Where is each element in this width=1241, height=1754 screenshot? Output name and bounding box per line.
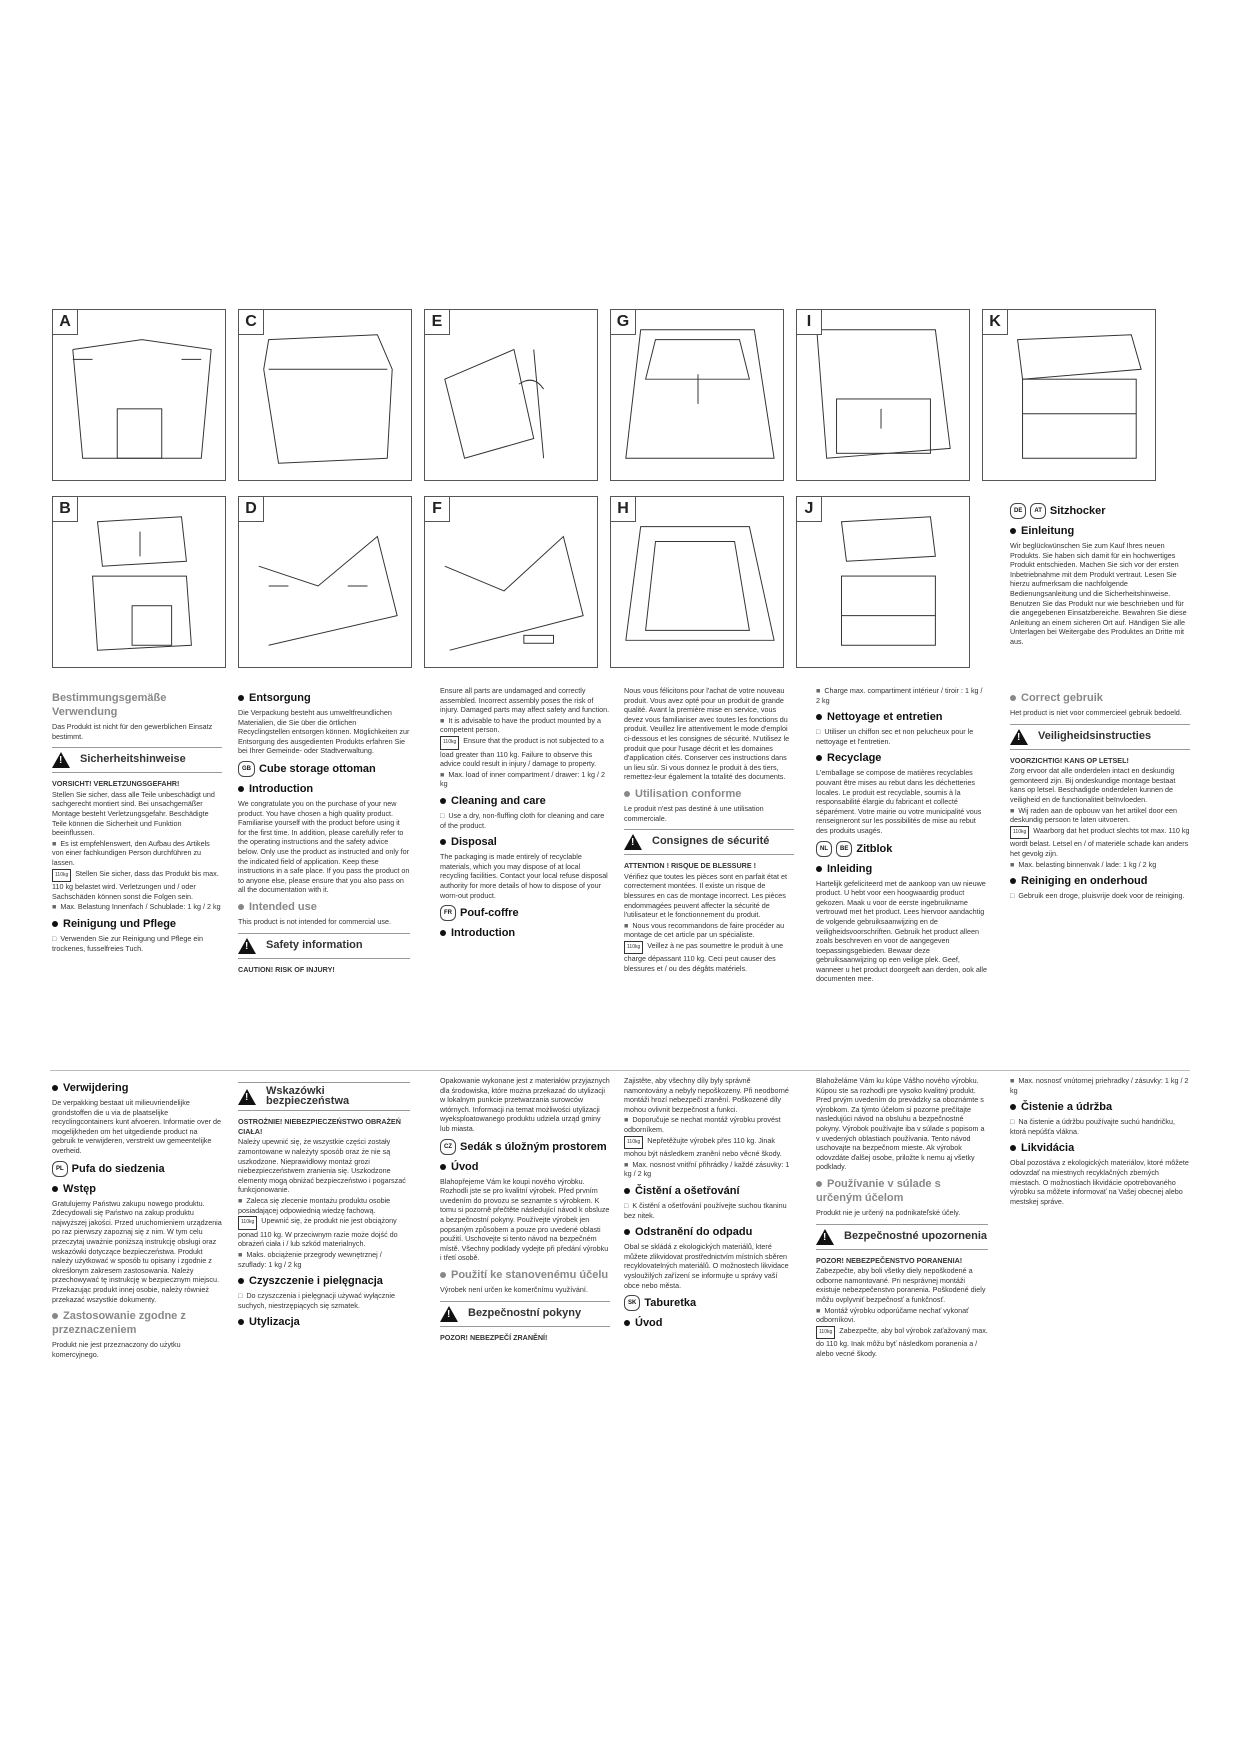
panel-label: K <box>983 310 1008 335</box>
text-column-5: ■ Charge max. compartiment intérieur / tiroir : 1 kg / 2 kg Nettoyage et entretien □ Utiliser un chiffon sec et non pelucheux pour le nettoyage et l'entretien. Recyclage L'emballage se compose de matières recyclables pouvant être mises au rebut dans les déchetteries locales. Le produit est recyclable, soumis à la responsabilité élargie du fabricant et collecté séparément. Votre mairie ou votre municipalité vous renseigneront sur les possibilités de mise au rebut des produits usagés. NL BE Zitblok Inleiding Hartelijk gefeliciteerd met de aankoop van uw nieuwe product. U hebt voor een hoogwaardig product gekozen. Maak u voor de eerste ingebruikname vertrouwd met het product. Lees hiervoor aandachtig de volgende gebruiksaanwijzing en de veiligheidsvoorschriften. Gebruik het product alleen zoals beschreven en voor de aangegeven toepassingsgebieden. Bewaar deze gebruiksaanwijzing op een veilige plek. Geef, wanneer u het product doorgeeft aan derden, ook alle documenten mee. <box>816 686 988 984</box>
figure-panel-f <box>424 496 598 668</box>
step-a-illustration <box>53 310 225 480</box>
weight-limit-icon: 110kg <box>624 1136 643 1150</box>
cz-use-heading: Použití ke stanovenému účelu <box>440 1268 610 1282</box>
weight-limit-icon: 110kg <box>52 869 71 883</box>
fr-clean-heading: Nettoyage et entretien <box>816 710 988 724</box>
text-column-7: Verwijdering De verpakking bestaat uit milieuvriendelijke grondstoffen die u via de plaatselijke recyclingcontainers kunt afvoeren. Informatie over de mogelijkheden om het uitgediende product na gebruik te verwijderen, verstrekt uw gemeentelijke overheid. PL Pufa do siedzenia Wstęp Gratulujemy Państwu zakupu nowego produktu. Zdecydowali się Państwo na zakup produktu najwyższej jakości. Przed uruchomieniem urządzenia po raz pierwszy zapoznaj się z nim. W tym celu przeczytaj uważnie poniższą instrukcję obsługi oraz wskazówki dotyczące bezpieczeństwa. Produkt należy użytkować w sposób tu opisany i zgodnie z określonym zakresem zastosowania. Należy przechowywać tę instrukcję w bezpiecznym miejscu. Przekazując produkt innej osobie, należy również przekazać wszystkie dokumenty. Zastosowanie zgodne z przeznaczeniem Produkt nie jest przeznaczony do użytku komercyjnego. <box>52 1082 222 1359</box>
figure-panel-c <box>238 309 412 481</box>
warning-icon <box>816 1229 834 1245</box>
gb-title: GB Cube storage ottoman <box>238 761 410 777</box>
panel-label: I <box>797 310 822 335</box>
panel-label: E <box>425 310 450 335</box>
nl-safety-heading: ! Veiligheidsinstructies <box>1010 724 1190 750</box>
text-column-2: Entsorgung Die Verpackung besteht aus umweltfreundlichen Materialien, die Sie über die örtlichen Recyclingstellen entsorgen können. Möglichkeiten zur Entsorgung des ausgedienten Produkts erfahren Sie bei Ihrer Gemeinde- oder Stadtverwaltung. GB Cube storage ottoman Introduction We congratulate you on the purchase of your new product. You have chosen a high quality product. Familiarise yourself with the product before using it for the first time. In addition, please carefully refer to the operating instructions and the safety advice below. Only use the product as instructed and only for the indicated field of application. Keep these instructions in a safe place. If you pass the product on to anyone else, please ensure that you also pass on all the documentation with it. Intended use This product is not intended for commercial use. ! Safety information CAUTION! RISK OF INJURY! <box>238 686 410 975</box>
pl-title: PL Pufa do siedzenia <box>52 1161 222 1177</box>
weight-limit-icon: 110kg <box>624 941 643 955</box>
fr-use-heading: Utilisation conforme <box>624 787 794 801</box>
weight-limit-icon: 110kg <box>816 1326 835 1340</box>
panel-label: B <box>53 497 78 522</box>
warning-icon <box>440 1306 458 1322</box>
cz-title: CZ Sedák s úložným prostorem <box>440 1139 610 1155</box>
gb-clean-heading: Cleaning and care <box>440 794 610 808</box>
de-caution: VORSICHT! VERLETZUNGSGEFAHR! <box>52 779 180 789</box>
step-e-illustration <box>425 310 597 480</box>
fr-intro-heading: Introduction <box>440 926 610 940</box>
step-d-illustration <box>239 497 411 667</box>
panel-label: G <box>611 310 636 335</box>
pl-intro-heading: Wstęp <box>52 1182 222 1196</box>
text-column-10: Zajistěte, aby všechny díly byly správně namontovány a nebyly nepoškozeny. Při neodborné montáži hrozí nebezpečí zranění. Poškozené díly mohou ovlivnit bezpečnost a funkci. ■ Doporučuje se nechat montáž výrobku provést odborníkem. 110kg Nepřetěžujte výrobek přes 110 kg. Jinak mohou být následkem zranění nebo věcné škody. ■ Max. nosnost vnitřní přihrádky / každé zásuvky: 1 kg / 2 kg Čistění a ošetřování □ K čistění a ošetřování používejte suchou tkaninu bez nitek. Odstranění do odpadu Obal se skládá z ekologických materiálů, které můžete zlikvidovat prostřednictvím místních sběren recyklovatelných materiálů. O možnostech likvidace vysloužilých zařízení se informujte u správy vaší obce nebo města. SK Taburetka Úvod <box>624 1076 794 1333</box>
step-c-illustration <box>239 310 411 480</box>
de-use-heading: Bestimmungsgemäße Verwendung <box>52 692 167 718</box>
pl-disposal-heading: Utylizacja <box>238 1315 410 1329</box>
text-column-12: ■ Max. nosnosť vnútornej priehradky / zásuvky: 1 kg / 2 kg Čistenie a údržba □ Na čistenie a údržbu používajte suchú handričku, ktorá nepúšťa vlákna. Likvidácia Obal pozostáva z ekologických materiálov, ktoré môžete odovzdať na miestnych recyklačných zberných miestach. O možnostiach likvidácie opotrebovaného výrobku sa môžete informovať na Vašej obecnej alebo mestskej správe. <box>1010 1076 1189 1206</box>
warning-icon <box>52 752 70 768</box>
nl-title: NL BE Zitblok <box>816 841 988 857</box>
text-column-9: Opakowanie wykonane jest z materiałów przyjaznych dla środowiska, które można przekazać do utylizacji w lokalnym punkcie przetwarzania surowców wtórnych. Informacji na temat możliwości utylizacji wyeksploatowanego produktu udziela urząd gminy lub miasta. CZ Sedák s úložným prostorem Úvod Blahopřejeme Vám ke koupi nového výrobku. Rozhodli jste se pro kvalitní výrobek. Před prvním uvedením do provozu se seznamte s výrobkem. K tomu si pozorně přečtěte následující návod k obsluze a bezpečnostní pokyny. Používejte výrobek jen popsaným způsobem a pouze pro uvedené oblasti použití. Uschovejte si tento návod na bezpečném místě. Všechny podklady vydejte při předání výrobku i třetí osobě. Použití ke stanovenému účelu Výrobek není určen ke komerčnímu využívání. ! Bezpečnostní pokyny POZOR! NEBEZPEČÍ ZRANĚNÍ! <box>440 1076 610 1343</box>
warning-icon <box>238 1089 256 1105</box>
step-i-illustration <box>797 310 969 480</box>
cz-safety-heading: ! Bezpečnostní pokyny <box>440 1301 610 1327</box>
fr-disposal-heading: Recyclage <box>816 751 988 765</box>
sk-use-heading: Používanie v súlade s určeným účelom <box>816 1177 941 1204</box>
weight-limit-icon: 110kg <box>440 736 459 750</box>
de-disposal-heading: Entsorgung <box>238 691 410 705</box>
panel-label: A <box>53 310 78 335</box>
nl-disposal-heading: Verwijdering <box>52 1081 222 1095</box>
step-k-illustration <box>983 310 1155 480</box>
figure-panel-d <box>238 496 412 668</box>
gb-intro-heading: Introduction <box>238 782 410 796</box>
text-column-4: Nous vous félicitons pour l'achat de votre nouveau produit. Vous avez opté pour un produit de grande qualité. Avant la première mise en service, vous devez vous familiariser avec toutes les fonctions du produit. Veuillez lire attentivement le mode d'emploi ci-dessous et les consignes de sécurité. N'utilisez le produit que pour l'usage décrit et les domaines d'application cités. Conserver ces instructions dans un lieu sûr. Si vous donnez le produit à des tiers, remettez-leur également la totalité des documents. Utilisation conforme Le produit n'est pas destiné à une utilisation commerciale. ! Consignes de sécurité ATTENTION ! RISQUE DE BLESSURE ! Vérifiez que toutes les pièces sont en parfait état et correctement montées. Il existe un risque de blessures en cas de montage incorrect. Les pièces endommagées peuvent affecter la sécurité de l'utilisateur et le fonctionnement du produit. ■ Nous vous recommandons de faire procéder au montage de cet article par un spécialiste. 110kg Veillez à ne pas soumettre le produit à une charge dépassant 110 kg. Ceci peut causer des blessures et / ou des dégâts matériels. <box>624 686 794 975</box>
text-column-6: Correct gebruik Het product is niet voor commercieel gebruik bedoeld. ! Veiligheidsinstructies VOORZICHTIG! KANS OP LETSEL! Zorg ervoor dat alle onderdelen intact en deskundig gemonteerd zijn. Bij ondeskundige montage bestaat kans op letsel. Beschadigde onderdelen kunnen de veiligheid en de functionaliteit beïnvloeden. ■ Wij raden aan de opbouw van het artikel door een deskundig persoon te laten uitvoeren. 110kg Waarborg dat het product slechts tot max. 110 kg wordt belast. Letsel en / of materiële schade kan anders het gevolg zijn. ■ Max. belasting binnenvak / lade: 1 kg / 2 kg Reiniging en onderhoud □ Gebruik een droge, pluisvrije doek voor de reiniging. <box>1010 686 1190 902</box>
figure-panel-g <box>610 309 784 481</box>
de-clean-heading: Reinigung und Pflege <box>52 917 222 931</box>
cz-clean-heading: Čistění a ošetřování <box>624 1184 794 1198</box>
figure-panel-b <box>52 496 226 668</box>
gb-use-heading: Intended use <box>238 900 410 914</box>
panel-label: D <box>239 497 264 522</box>
de-safety-heading: ! Sicherheitshinweise <box>52 747 222 773</box>
sk-safety-heading: ! Bezpečnostné upozornenia <box>816 1224 988 1250</box>
fr-safety-heading: ! Consignes de sécurité <box>624 829 794 855</box>
divider <box>50 1070 1190 1071</box>
figure-panel-j <box>796 496 970 668</box>
gb-disposal-heading: Disposal <box>440 835 610 849</box>
step-b-illustration <box>53 497 225 667</box>
text-column-1: Bestimmungsgemäße Verwendung Das Produkt ist nicht für den gewerblichen Einsatz bestimmt. ! Sicherheitshinweise VORSICHT! VERLETZUNGSGEFAHR! Stellen Sie sicher, dass alle Teile unbeschädigt und sachgerecht montiert sind. Bei unsachgemäßer Montage besteht Verletzungsgefahr. Beschädigte Teile können die Sicherheit und Funktion beeinflussen. ■ Es ist empfehlenswert, den Aufbau des Artikels von einer fachkundigen Person durchführen zu lassen. 110kg Stellen Sie sicher, dass das Produkt bis max. 110 kg belastet wird. Verletzungen und / oder Sachschäden können sonst die Folgen sein. ■ Max. Belastung Innenfach / Schublade: 1 kg / 2 kg Reinigung und Pflege □ Verwenden Sie zur Reinigung und Pflege ein trockenes, fusselfreies Tuch. <box>52 686 222 954</box>
cz-disposal-heading: Odstranění do odpadu <box>624 1225 794 1239</box>
warning-icon <box>238 938 256 954</box>
text-column-11: Blahoželáme Vám ku kúpe Vášho nového výrobku. Kúpou ste sa rozhodli pre vysoko kvalitný produkt. Pred prvým uvedením do prevádzky sa oboznámte s výrobkom. Za týmto účelom si pozorne prečítajte nasledujúci návod na obsluhu a bezpečnostné pokyny. Výrobok používajte iba v súlade s popisom a v uvedených oblastiach používania. Tento návod uschovajte na bezpečnom mieste. Ak výrobok odovzdáte ďalšej osobe, priložte k nemu aj všetky podklady. Používanie v súlade s určeným účelom Produkt nie je určený na podnikateľské účely. ! Bezpečnostné upozornenia POZOR! NEBEZPEČENSTVO PORANENIA! Zabezpečte, aby boli všetky diely nepoškodené a odborne namontované. Pri nesprávnej montáži existuje nebezpečenstvo poranenia. Poškodené diely môžu ovplyvniť bezpečnosť a funkčnosť. ■ Montáž výrobku odporúčame nechať vykonať odborníkovi. 110kg Zabezpečte, aby bol výrobok zaťažovaný max. do 110 kg. Inak môžu byť následkom poranenia a / alebo vecné škody. <box>816 1076 988 1359</box>
de-intro-heading: Einleitung <box>1010 524 1190 538</box>
sk-disposal-heading: Likvidácia <box>1010 1141 1190 1155</box>
weight-limit-icon: 110kg <box>238 1216 257 1230</box>
weight-limit-icon: 110kg <box>1010 826 1029 840</box>
pl-clean-heading: Czyszczenie i pielęgnacja <box>238 1274 410 1288</box>
step-g-illustration <box>611 310 783 480</box>
nl-clean-heading: Reiniging en onderhoud <box>1010 874 1190 888</box>
nl-intro-heading: Inleiding <box>816 862 988 876</box>
panel-label: F <box>425 497 450 522</box>
figure-panel-k <box>982 309 1156 481</box>
fr-title: FR Pouf-coffre <box>440 905 610 921</box>
pl-use-heading: Zastosowanie zgodne z przeznaczeniem <box>52 1310 186 1337</box>
nl-use-heading: Correct gebruik <box>1010 691 1190 705</box>
cz-intro-heading: Úvod <box>440 1160 610 1174</box>
panel-label: C <box>239 310 264 335</box>
de-intro-text: Wir beglückwünschen Sie zum Kauf Ihres neuen Produkts. Sie haben sich damit für ein hochwertiges Produkt entschieden. Machen Sie sich vor der ersten Inbetriebnahme mit dem Produkt vertraut. Lesen Sie hierzu aufmerksam die nachfolgende Bedienungsanleitung und die Sicherheitshinweise. Benutzen Sie das Produkt nur wie beschrieben und für die angegebenen Einsatzbereiche. Bewahren Sie diese Anleitung an einem sicheren Ort auf. Händigen Sie alle Unterlagen bei Weitergabe des Produktes an Dritte mit aus. <box>1010 541 1187 646</box>
warning-icon <box>1010 729 1028 745</box>
sk-intro-heading: Úvod <box>624 1316 794 1330</box>
figure-panel-e <box>424 309 598 481</box>
step-h-illustration <box>611 497 783 667</box>
de-title: DE AT Sitzhocker <box>1010 503 1190 519</box>
panel-label: J <box>797 497 822 522</box>
pl-safety-heading: ! Wskazówki bezpieczeństwa <box>238 1082 410 1111</box>
figure-panel-i <box>796 309 970 481</box>
sk-clean-heading: Čistenie a údržba <box>1010 1100 1190 1114</box>
step-j-illustration <box>797 497 969 667</box>
gb-safety-heading: ! Safety information <box>238 933 410 959</box>
figure-panel-h <box>610 496 784 668</box>
text-column-3: Ensure all parts are undamaged and correctly assembled. Incorrect assembly poses the risk of injury. Damaged parts may affect safety and function. ■ It is advisable to have the product mounted by a competent person. 110kg Ensure that the product is not subjected to a load greater than 110 kg. Failure to observe this advice could result in injury / damage to property. ■ Max. load of inner compartment / drawer: 1 kg / 2 kg Cleaning and care □ Use a dry, non-fluffing cloth for cleaning and care of the product. Disposal The packaging is made entirely of recyclable materials, which you may dispose of at local recycling facilities. Contact your local refuse disposal authority for more details of how to dispose of your worn-out product. FR Pouf-coffre Introduction <box>440 686 610 940</box>
warning-icon <box>624 834 642 850</box>
figure-panel-a <box>52 309 226 481</box>
sk-title: SK Taburetka <box>624 1295 794 1311</box>
panel-label: H <box>611 497 636 522</box>
de-intro-column <box>1010 498 1190 648</box>
step-f-illustration <box>425 497 597 667</box>
text-column-8: ! Wskazówki bezpieczeństwa OSTROŻNIE! NIEBEZPIECZEŃSTWO OBRAŻEŃ CIAŁA! Należy upewnić się, że wszystkie części zostały zamontowane w należyty sposób oraz że nie są uszkodzone. Nieprawidłowy montaż grozi niebezpieczeństwem zranienia się. Uszkodzone elementy mogą obniżać bezpieczeństwo i pogarszać funkcjonowanie. ■ Zaleca się zlecenie montażu produktu osobie posiadającej odpowiednią wiedzę fachową. 110kg Upewnić się, że produkt nie jest obciążony ponad 110 kg. W przeciwnym razie może dojść do obrażeń ciała i / lub szkód materialnych. ■ Maks. obciążenie przegrody wewnętrznej / szuflady: 1 kg / 2 kg Czyszczenie i pielęgnacja □ Do czyszczenia i pielęgnacji używać wyłącznie suchych, niestrzępiących się szmatek. Utylizacja <box>238 1076 410 1332</box>
